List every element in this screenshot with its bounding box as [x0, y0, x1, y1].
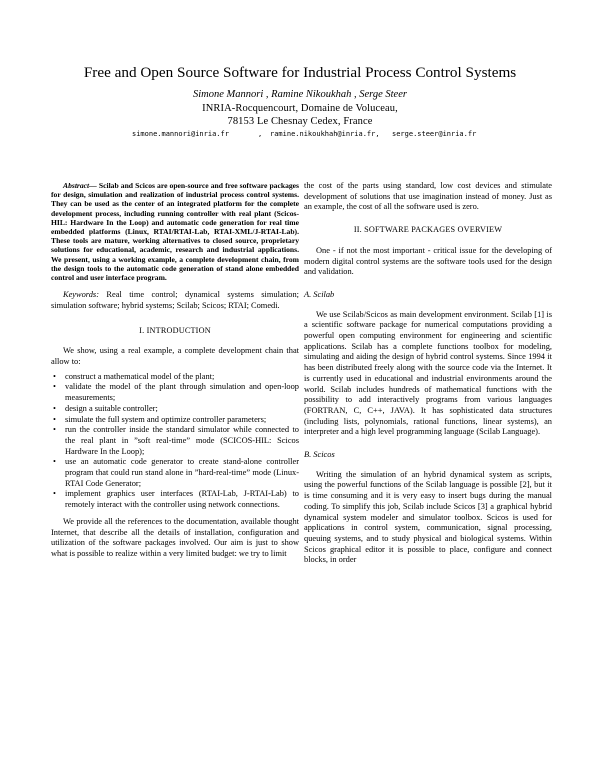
bullet-icon: • — [53, 457, 56, 467]
intro-lead-paragraph: We show, using a real example, a complete development chain that allow to: — [51, 346, 299, 367]
scicos-paragraph: Writing the simulation of an hybrid dynamical system as scripts, using the powerful functions of the Scilab language is possible [2], but it is time consuming and it is very easy to insert bugs during the manual coding. To simplify this job, Scilab include Scicos [3] a graphical hybrid dynamical system modeler and simulator toolbox. Scicos is used for applications in control system, communication, signal processing, queuing systems, and to study physical and biological systems. Within Scicos graphical editor it is possible to place, configure and connect blocks, in order — [304, 469, 552, 565]
section-heading-introduction: I. INTRODUCTION — [139, 325, 211, 335]
author-block — [0, 88, 600, 129]
list-item-text: validate the model of the plant through simulation and open-loop measurements; — [65, 382, 299, 403]
list-item — [51, 457, 299, 489]
keywords-text: Real time control; dynamical systems simulation; simulation software; hybrid systems; Scilab; Scicos; RTAI; Comedi. — [51, 290, 299, 310]
overview-paragraph: One - if not the most important - critical issue for the developing of modern digital control systems are the software tools used for the design and validation. — [304, 245, 552, 277]
list-item — [51, 404, 299, 415]
section-heading-software-overview: II. SOFTWARE PACKAGES OVERVIEW — [353, 225, 503, 235]
list-item — [51, 415, 299, 426]
bullet-icon: • — [53, 489, 56, 499]
keywords-label: Keywords: — [63, 290, 99, 300]
list-item-text: use an automatic code generator to create stand-alone controller program that could run stand alone in ”hard-real-time” mode (Linux-RTAI Code Generator; — [65, 457, 299, 488]
email-mannori: simone.mannori@inria.fr — [132, 130, 229, 138]
list-item — [51, 425, 299, 457]
bullet-icon: • — [53, 425, 56, 435]
email-nikoukhah: ramine.nikoukhah@inria.fr, — [270, 130, 380, 138]
list-item — [51, 382, 299, 403]
keywords — [51, 290, 299, 311]
bullet-icon: • — [53, 414, 56, 424]
intro-bullet-list — [51, 372, 299, 511]
intro-closing-paragraph: We provide all the references to the documentation, available thought Internet, that describe all the details of installation, configuration and utilization of the software packages involved. Our aim is just to show what is possible to realize within a very limited budget: we try to limit — [51, 516, 299, 558]
paper-title: Free and Open Source Software for Industrial Process Control Systems — [83, 64, 517, 81]
list-item-text: run the controller inside the standard simulator while connected to the real plant in ”soft real-time” mode (SCICOS-HIL: Scicos Hardware In the Loop); — [65, 425, 299, 456]
scilab-paragraph: We use Scilab/Scicos as main development environment. Scilab [1] is a scientific software package for numerical computations providing a powerful open computing environment for engineering and scientific applications. Scilab has a complete functions toolbox for modeling, simulating and aiding the design of hybrid control systems. Since 1994 it has been distributed freely along with the source code via the Internet. It is currently used in educational and industrial environments around the world. Scilab includes hundreds of mathematical functions with the possibility to add interactively programs from various languages (FORTRAN, C, C++, JAVA). It has sophisticated data structures (including lists, polynomials, rational functions, linear systems), an interpreter and a high level programming language (Scilab Language). — [304, 309, 552, 437]
email-steer: serge.steer@inria.fr — [392, 130, 477, 138]
list-item-text: construct a mathematical model of the plant; — [65, 371, 215, 381]
author-names: Simone Mannori , Ramine Nikoukhah , Serge Steer — [193, 89, 407, 100]
list-item-text: simulate the full system and optimize controller parameters; — [65, 414, 267, 424]
bullet-icon: • — [53, 371, 56, 381]
affiliation-line-2: 78153 Le Chesnay Cedex, France — [227, 116, 373, 127]
subsection-heading-scilab: A. Scilab — [304, 289, 335, 299]
continuation-paragraph: the cost of the parts using standard, low cost devices and stimulate development of solutions that use imagination instead of money. Just as an example, the cost of all the software used is zero. — [304, 181, 552, 212]
abstract-label: Abstract— — [63, 181, 97, 190]
list-item-text: design a suitable controller; — [65, 403, 158, 413]
bullet-icon: • — [53, 382, 56, 392]
email-separator: , — [258, 130, 263, 138]
right-column — [304, 181, 552, 566]
abstract-text: Scilab and Scicos are open-source and free software packages for design, simulation and realization of industrial process control systems. They can be used as the center of an integrated platform for the complete development process, including running controller with real plant (Scicos-HIL: Hardware In the Loop) and automatic code generation for real time embedded platforms (Linux, RTAI/RTAI-Lab, RTAI-XML/J-RTAI-Lab). These tools are mature, working alternatives to closed source, proprietary solutions for educational, academic, research and industrial applications. We present, using a working example, a complete development chain, from the design tools to the automatic code generation of stand alone embedded control and user interface program. — [51, 181, 299, 283]
list-item-text: implement graphics user interfaces (RTAI-Lab, J-RTAI-Lab) to remotely interact with the controller using network connections. — [65, 489, 299, 510]
list-item — [51, 372, 299, 383]
affiliation-line-1: INRIA-Rocquencourt, Domaine de Voluceau, — [202, 102, 398, 114]
left-column — [51, 181, 299, 560]
bullet-icon: • — [53, 403, 56, 413]
abstract — [51, 181, 299, 282]
list-item — [51, 489, 299, 510]
subsection-heading-scicos: B. Scicos — [304, 450, 335, 460]
